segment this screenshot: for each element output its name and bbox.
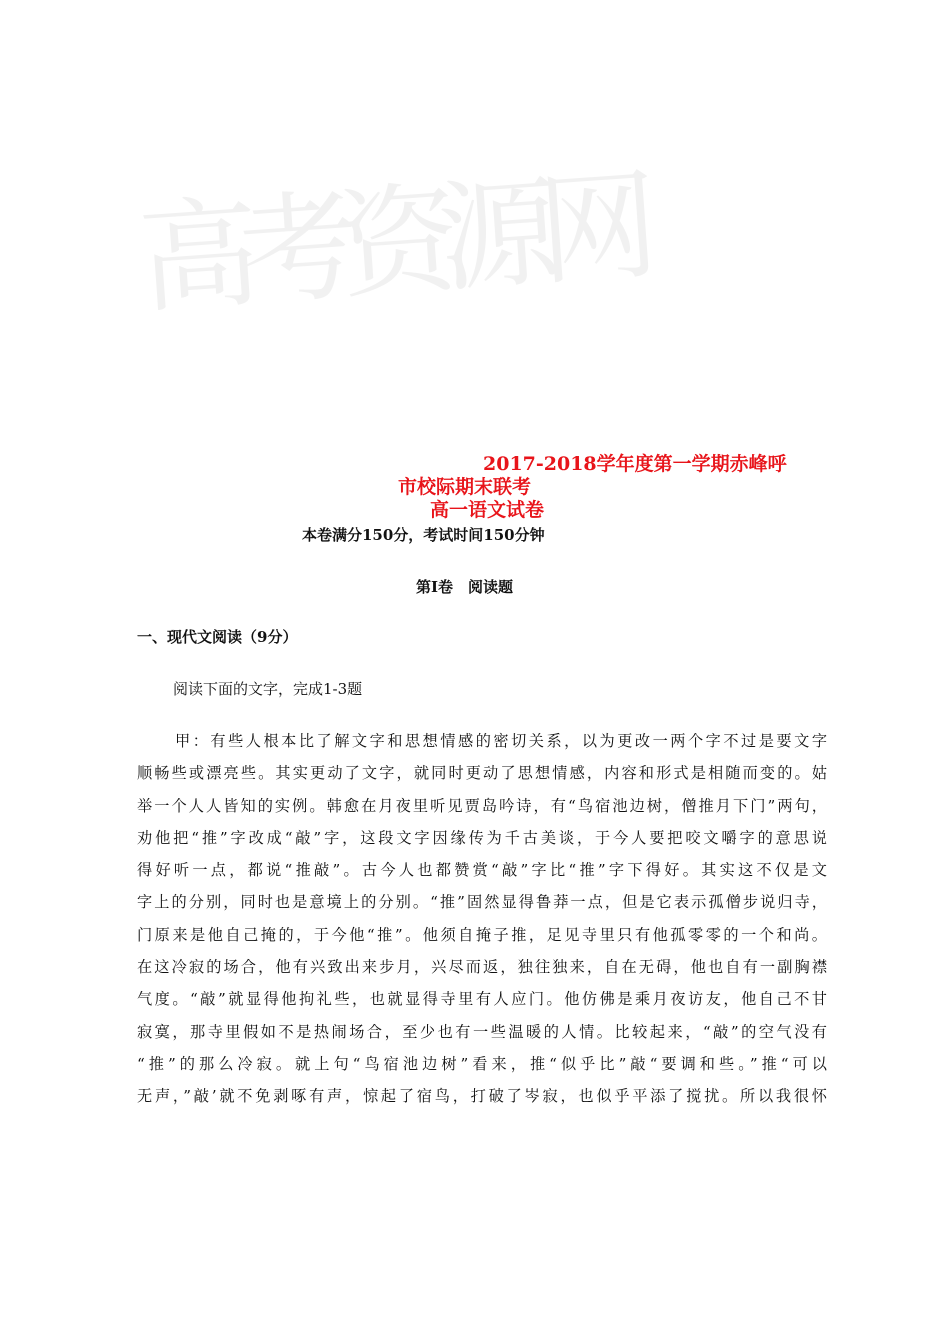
- watermark-logo: 高考资源网: [134, 157, 644, 331]
- passage-line: 寂寞，那寺里假如不是热闹场合，至少也有一些温暖的人情。比较起来，“敲”的空气没有: [137, 1022, 827, 1041]
- passage-line: 举一个人人皆知的实例。韩愈在月夜里听见贾岛吟诗，有“鸟宿池边树，僧推月下门”两句，: [137, 796, 827, 815]
- part-heading: 一、现代文阅读（9分）: [137, 628, 298, 646]
- passage-line: 门原来是他自己掩的，于今他“推”。他须自掩子推，足见寺里只有他孤零零的一个和尚。: [137, 925, 827, 944]
- passage-line: 无声，”敲’就不免剥啄有声，惊起了宿鸟，打破了岑寂，也似乎平添了搅扰。所以我很怀: [137, 1087, 827, 1106]
- passage-line: “推”的那么冷寂。就上句“鸟宿池边树”看来，推“似乎比”敲“要调和些。”推“可以: [137, 1054, 827, 1073]
- passage-line: 顺畅些或漂亮些。其实更动了文字，就同时更动了思想情感，内容和形式是相随而变的。姑: [137, 764, 827, 783]
- exam-title-line-1: 2017-2018学年度第一学期赤峰呼: [483, 453, 787, 475]
- reading-passage: [137, 727, 827, 1115]
- reading-instruction: 阅读下面的文字，完成1-3题: [173, 680, 363, 698]
- passage-line: 得好听一点，都说“推敲”。古今人也都赞赏“敲”字比“推”字下得好。其实这不仅是文: [137, 861, 827, 880]
- exam-info: 本卷满分150分，考试时间150分钟: [302, 526, 545, 544]
- exam-title-line-3: 高一语文试卷: [430, 499, 545, 521]
- section-title: 第Ⅰ卷 阅读题: [416, 578, 514, 596]
- passage-line: 气度。“敲”就显得他拘礼些，也就显得寺里有人应门。他仿佛是乘月夜访友，他自己不甘: [137, 990, 827, 1009]
- passage-line: 字上的分别，同时也是意境上的分别。“推”固然显得鲁莽一点，但是它表示孤僧步说归寺，: [137, 893, 827, 912]
- passage-line: 劝他把“推”字改成“敲”字，这段文字因缘传为千古美谈，于今人要把咬文嚼字的意思说: [137, 828, 827, 847]
- passage-line: 甲：有些人根本比了解文字和思想情感的密切关系，以为更改一两个字不过是要文字: [175, 732, 827, 750]
- passage-line: 在这冷寂的场合，他有兴致出来步月，兴尽而返，独往独来，自在无碍，他也自有一副胸襟: [137, 958, 827, 977]
- exam-title-line-2: 市校际期末联考: [398, 476, 532, 498]
